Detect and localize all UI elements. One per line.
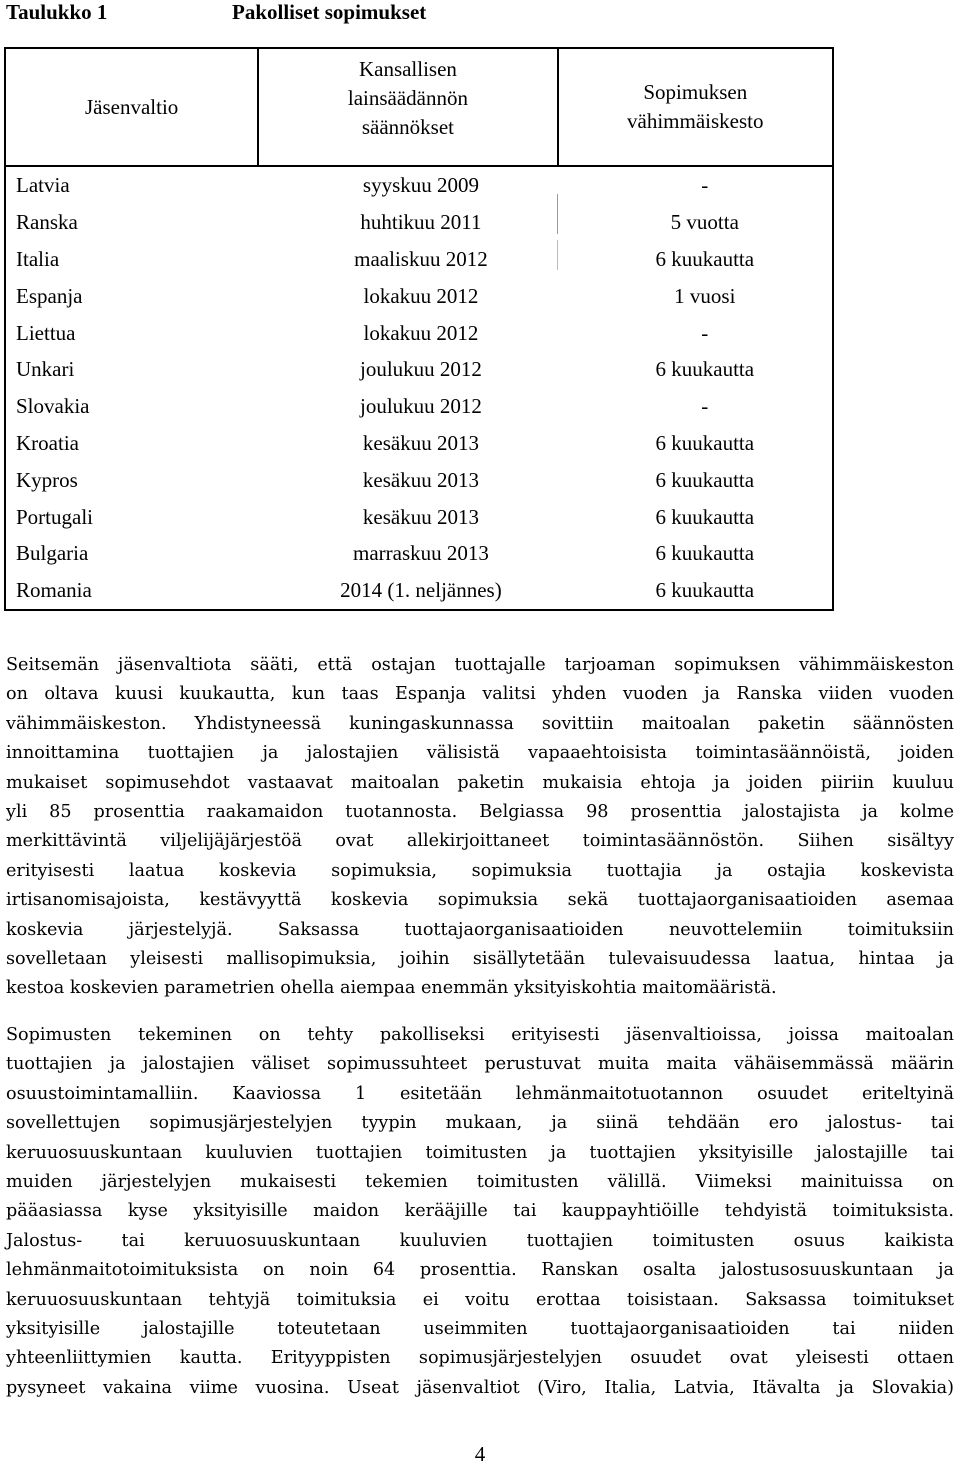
header-national-legislation: Kansallisen lainsäädännön säännökset	[258, 48, 557, 166]
text-line: irtisanomisajoista, kestävyyttä koskevia sopimuksia sekä tuottajaorganisaatioiden asemaa	[6, 890, 954, 911]
table-row	[5, 166, 833, 204]
text-line: Sopimusten tekeminen on tehty pakolliseksi erityisesti jäsenvaltioissa, joissa maitoalan	[6, 1025, 954, 1045]
cell-legislation: kesäkuu 2013	[362, 504, 479, 529]
mandatory-contracts-table	[4, 47, 834, 611]
text-line: erityisesti laatua koskevia sopimuksia, sopimuksia tuottajia ja ostajia koskevista	[6, 860, 954, 881]
text-line: sovelletaan yleisesti mallisopimuksia, joihin sisällytetään tulevaisuudessa laatua, hintaa ja	[6, 949, 954, 970]
cell-country: Ranska	[5, 204, 258, 241]
cell-country: Portugali	[5, 498, 258, 535]
text-line: tuottajien ja jalostajien väliset sopimussuhteet perustuvat muita maita vähäisemmässä määrin	[6, 1054, 954, 1075]
cell-country: Italia	[5, 241, 258, 278]
cell-country: Espanja	[5, 277, 258, 314]
table-title: Pakolliset sopimukset	[232, 0, 427, 24]
table-row	[5, 204, 833, 241]
cell-country: Liettua	[5, 314, 258, 351]
cell-legislation: kesäkuu 2013	[362, 467, 479, 492]
text-line: pysyneet vakaina viime vuosina. Useat jäsenvaltiot (Viro, Italia, Latvia, Itävalta ja Slovakia)	[6, 1377, 954, 1398]
text-line: vähimmäiskeston. Yhdistyneessä kuningaskunnassa sovittiin maitoalan paketin säännösten	[6, 713, 954, 734]
cell-legislation: huhtikuu 2011	[360, 210, 482, 235]
cell-legislation: marraskuu 2013	[353, 541, 489, 566]
cell-country: Slovakia	[5, 388, 258, 425]
table-row	[5, 572, 833, 610]
cell-country: Romania	[5, 572, 258, 610]
table-row	[5, 461, 833, 498]
cell-duration: 6 kuukautta	[558, 461, 833, 498]
cell-legislation: kesäkuu 2013	[362, 430, 479, 455]
cell-duration: 6 kuukautta	[558, 351, 833, 388]
table-row	[5, 498, 833, 535]
text-line: merkittävintä viljelijäjärjestöä ovat allekirjoittaneet toimintasäännöstön. Siihen sisältyy	[6, 831, 954, 852]
table-number: Taulukko 1	[6, 0, 108, 24]
paragraph-2	[6, 1021, 954, 1403]
table-row	[5, 277, 833, 314]
text-line: muiden järjestelyjen mukaisesti tekemien toimitusten välillä. Viimeksi mainituissa on	[6, 1172, 954, 1193]
text-line: Seitsemän jäsenvaltiota sääti, että ostajan tuottajalle tarjoaman sopimuksen vähimmäiskeston	[6, 655, 954, 675]
cell-legislation: maaliskuu 2012	[354, 246, 488, 271]
text-line: pääasiassa kyse yksityisille maidon kerääjille tai kauppayhtiöille tehdyistä toimituksista.	[6, 1201, 954, 1222]
header-minimum-duration: Sopimuksen vähimmäiskesto	[558, 48, 833, 166]
cell-duration: 6 kuukautta	[558, 572, 833, 610]
text-line: Jalostus- tai keruuosuuskuntaan kuuluvien tuottajien toimitusten osuus kaikista	[6, 1230, 954, 1251]
column-divider-line	[557, 240, 558, 270]
cell-country: Kroatia	[5, 425, 258, 462]
paragraph-1	[6, 651, 954, 1004]
text-line: mukaiset sopimusehdot vastaavat maitoalan paketin mukaisia ehtoja ja joiden piiriin kuuluu	[6, 772, 954, 793]
table-row	[5, 425, 833, 462]
table-row	[5, 241, 833, 278]
page-number: 4	[474, 1442, 486, 1466]
cell-duration: -	[558, 166, 833, 204]
cell-legislation: joulukuu 2012	[359, 394, 482, 419]
table-row	[5, 535, 833, 572]
table-row	[5, 388, 833, 425]
cell-legislation: syyskuu 2009	[258, 166, 557, 204]
cell-duration: 6 kuukautta	[558, 425, 833, 462]
table-row	[5, 351, 833, 388]
cell-country: Bulgaria	[5, 535, 258, 572]
text-line: on oltava kuusi kuukautta, kun taas Espanja valitsi yhden vuoden ja Ranska viiden vuoden	[6, 684, 954, 705]
cell-legislation: lokakuu 2012	[363, 283, 479, 308]
table-header-row	[5, 48, 833, 166]
text-line: yli 85 prosenttia raakamaidon tuotannosta. Belgiassa 98 prosenttia jalostajista ja kolme	[6, 802, 954, 823]
column-divider-line	[557, 194, 558, 234]
header-member-state: Jäsenvaltio	[5, 48, 258, 166]
cell-country: Kypros	[5, 461, 258, 498]
text-line: sovellettujen sopimusjärjestelyjen tyypin mukaan, ja siinä tehdään ero jalostus- tai	[6, 1113, 954, 1134]
text-line: keruuosuuskuntaan kuuluvien tuottajien toimitusten ja tuottajien yksityisille jalostajille tai	[6, 1142, 954, 1163]
cell-duration: 1 vuosi	[558, 277, 833, 314]
table-row	[5, 314, 833, 351]
cell-country: Unkari	[5, 351, 258, 388]
text-line: kestoa koskevien parametrien ohella aiempaa enemmän yksityiskohtia maitomääristä.	[6, 978, 777, 999]
cell-duration: 6 kuukautta	[558, 498, 833, 535]
cell-duration: 6 kuukautta	[558, 241, 833, 278]
text-line: innoittamina tuottajien ja jalostajien välisistä vapaaehtoisista toimintasäännöistä, joiden	[6, 743, 954, 764]
cell-legislation: 2014 (1. neljännes)	[258, 572, 557, 610]
cell-country: Latvia	[5, 166, 258, 204]
text-line: keruuosuuskuntaan tehtyjä toimituksia ei voitu erottaa toisistaan. Saksassa toimitukset	[6, 1289, 954, 1310]
cell-legislation: joulukuu 2012	[359, 357, 482, 382]
text-line: yhteenliittymien kautta. Erityyppisten sopimusjärjestelyjen osuudet ovat yleisesti ottaen	[6, 1348, 954, 1369]
cell-duration: 5 vuotta	[558, 204, 833, 241]
cell-duration: 6 kuukautta	[558, 535, 833, 572]
text-line: lehmänmaitotoimituksista on noin 64 prosenttia. Ranskan osalta jalostusosuuskuntaan ja	[6, 1260, 954, 1281]
text-line: osuustoimintamalliin. Kaaviossa 1 esitetään lehmänmaitotuotannon osuudet eriteltyinä	[6, 1083, 954, 1104]
text-line: yksityisille jalostajille toteutetaan useimmiten tuottajaorganisaatioiden tai niiden	[6, 1319, 954, 1340]
text-line: koskevia järjestelyjä. Saksassa tuottajaorganisaatioiden neuvottelemiin toimituksiin	[6, 919, 954, 940]
cell-duration: -	[558, 388, 833, 425]
cell-legislation: lokakuu 2012	[363, 320, 479, 345]
cell-duration: -	[558, 314, 833, 351]
